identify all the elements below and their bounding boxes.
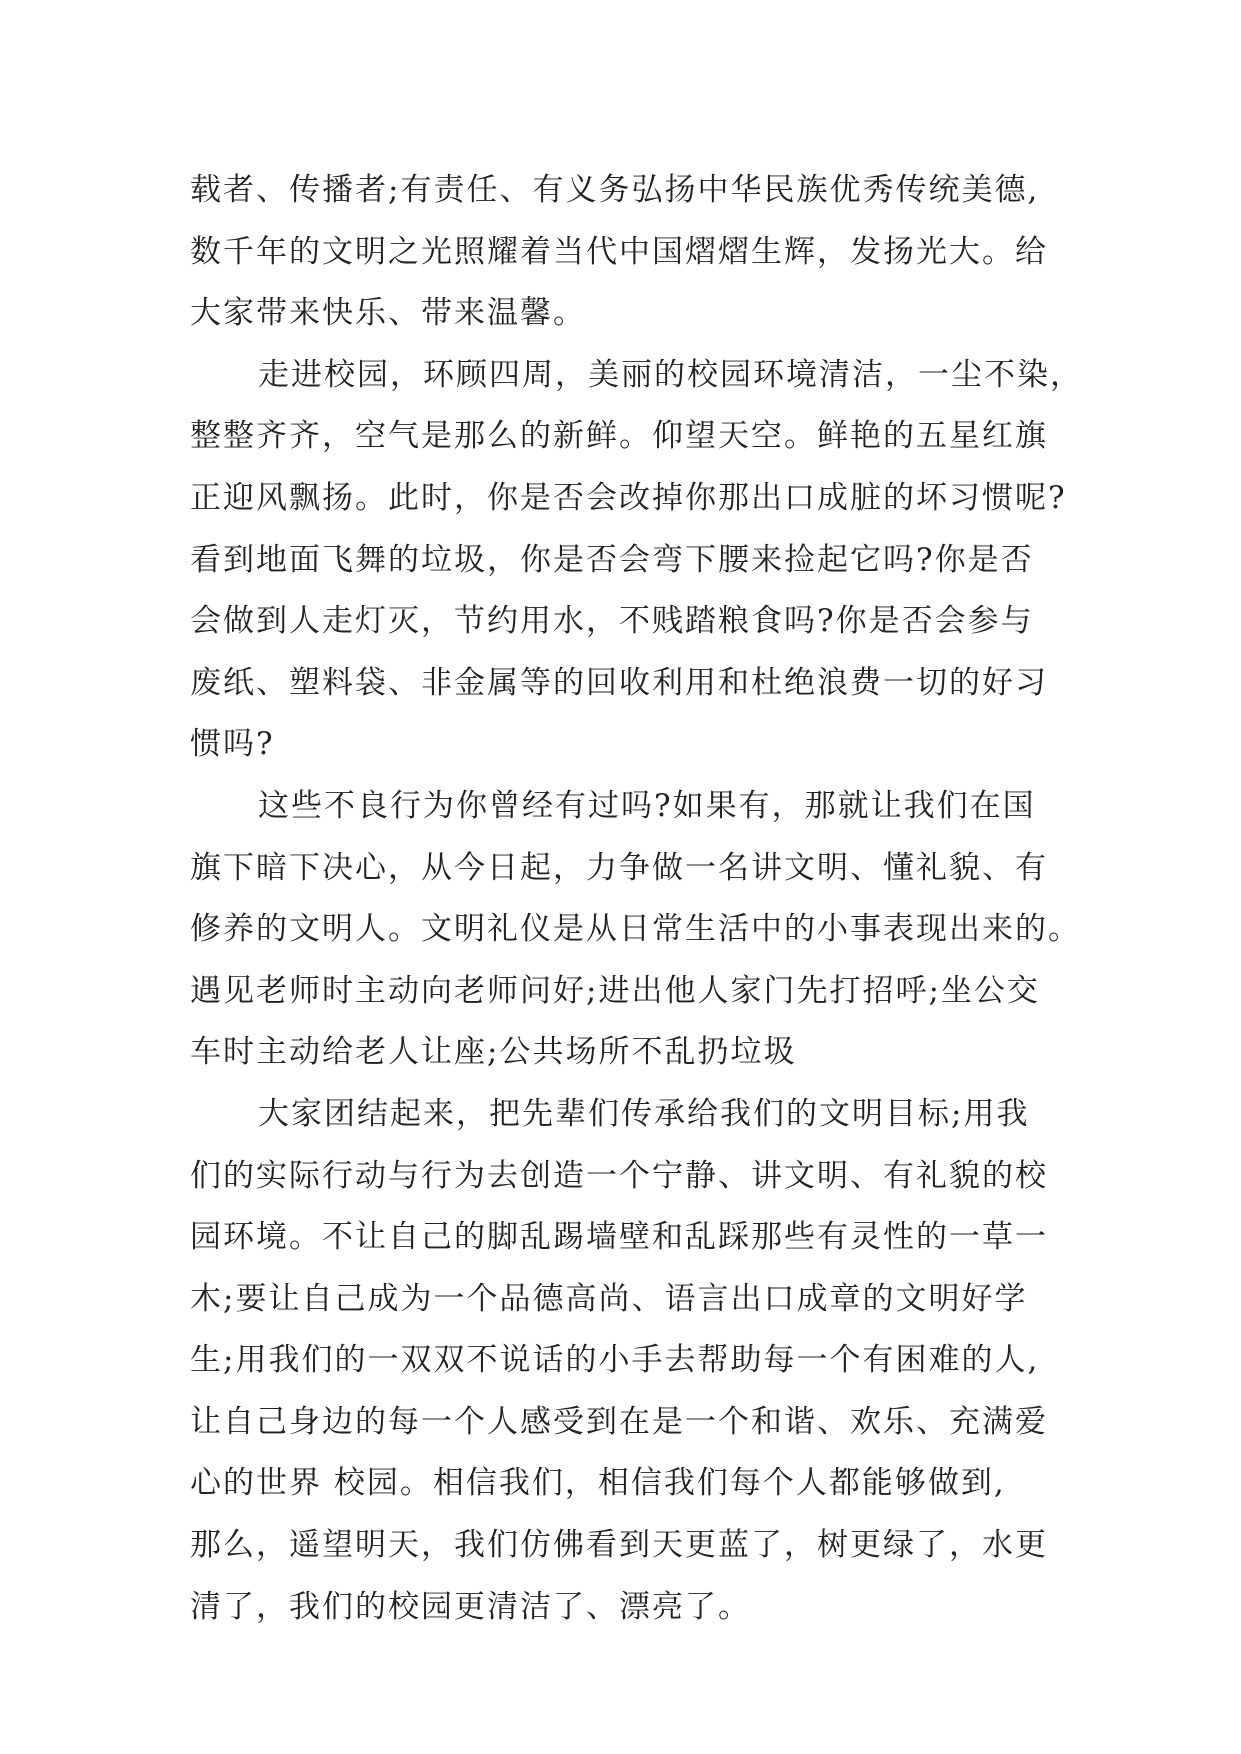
text-line: 大家带来快乐、带来温馨。 [190, 295, 586, 332]
text-line: 看到地面飞舞的垃圾，你是否会弯下腰来捡起它吗?你是否 [190, 541, 1034, 578]
text-line: 那么，遥望明天，我们仿佛看到天更蓝了，树更绿了，水更 [190, 1527, 1048, 1564]
text-line: 整整齐齐，空气是那么的新鲜。仰望天空。鲜艳的五星红旗 [190, 418, 1048, 455]
text-line: 修养的文明人。文明礼仪是从日常生活中的小事表现出来的。 [190, 911, 1081, 948]
text-line: 数千年的文明之光照耀着当代中国熠熠生辉，发扬光大。给 [190, 233, 1048, 270]
text-line: 惯吗? [190, 726, 275, 763]
text-line: 清了，我们的校园更清洁了、漂亮了。 [190, 1588, 751, 1625]
text-line: 心的世界 校园。相信我们，相信我们每个人都能够做到, [190, 1465, 1006, 1502]
paragraph-start-line: 大家团结起来，把先辈们传承给我们的文明目标;用我 [258, 1095, 1030, 1132]
text-line: 园环境。不让自己的脚乱踢墙壁和乱踩那些有灵性的一草一 [190, 1219, 1048, 1256]
text-line: 正迎风飘扬。此时，你是否会改掉你那出口成脏的坏习惯呢? [190, 479, 1067, 516]
text-line: 让自己身边的每一个人感受到在是一个和谐、欢乐、充满爱 [190, 1403, 1048, 1440]
text-line: 废纸、塑料袋、非金属等的回收利用和杜绝浪费一切的好习 [190, 664, 1048, 701]
text-line: 载者、传播者;有责任、有义务弘扬中华民族优秀传统美德, [190, 172, 1040, 208]
text-line: 会做到人走灯灭，节约用水，不贱踏粮食吗?你是否会参与 [190, 603, 1034, 640]
paragraph-start-line: 这些不良行为你曾经有过吗?如果有，那就让我们在国 [258, 787, 1036, 824]
text-line: 木;要让自己成为一个品德高尚、语言出口成章的文明好学 [190, 1280, 1028, 1317]
paragraph-start-line: 走进校园，环顾四周，美丽的校园环境清洁，一尘不染， [258, 356, 1083, 393]
text-line: 车时主动给老人让座;公共场所不乱扔垃圾 [190, 1034, 797, 1071]
text-line: 生;用我们的一双双不说话的小手去帮助每一个有困难的人, [190, 1342, 1040, 1379]
body-text [190, 160, 1083, 1638]
text-line: 们的实际行动与行为去创造一个宁静、讲文明、有礼貌的校 [190, 1157, 1048, 1194]
text-line: 旗下暗下决心，从今日起，力争做一名讲文明、懂礼貌、有 [190, 849, 1048, 886]
text-line: 遇见老师时主动向老师问好;进出他人家门先打招呼;坐公交 [190, 972, 1040, 1009]
